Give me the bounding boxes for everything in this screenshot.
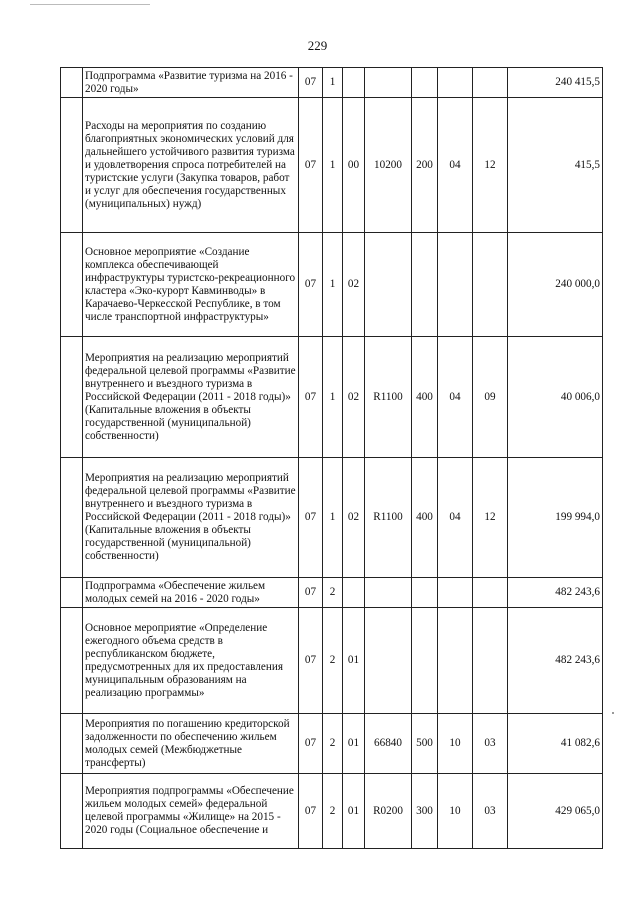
code-cell: 2 bbox=[323, 578, 343, 608]
code-cell: 01 bbox=[343, 608, 365, 714]
code-cell bbox=[365, 578, 412, 608]
code-cell: 10 bbox=[438, 774, 473, 849]
code-cell: 00 bbox=[343, 98, 365, 233]
code-cell bbox=[473, 233, 508, 337]
code-cell bbox=[473, 578, 508, 608]
code-cell: 1 bbox=[323, 68, 343, 98]
code-cell bbox=[438, 68, 473, 98]
code-cell: 200 bbox=[412, 98, 438, 233]
table-row bbox=[61, 233, 603, 337]
code-cell bbox=[365, 233, 412, 337]
code-cell: 07 bbox=[299, 458, 323, 578]
table-body bbox=[61, 68, 603, 849]
scan-edge-mark bbox=[30, 0, 150, 5]
index-cell bbox=[61, 578, 83, 608]
index-cell bbox=[61, 337, 83, 458]
code-cell: 2 bbox=[323, 714, 343, 774]
amount-cell: 482 243,6 bbox=[508, 578, 603, 608]
table-row bbox=[61, 714, 603, 774]
code-cell: 07 bbox=[299, 68, 323, 98]
code-cell bbox=[412, 68, 438, 98]
code-cell: 10200 bbox=[365, 98, 412, 233]
code-cell: 500 bbox=[412, 714, 438, 774]
description-cell: Мероприятия по погашению кредиторской задолженности по обеспечению жильем молодых семей (Межбюджетные трансферты) bbox=[83, 714, 299, 774]
code-cell: 07 bbox=[299, 98, 323, 233]
index-cell bbox=[61, 714, 83, 774]
code-cell: 07 bbox=[299, 608, 323, 714]
code-cell: 03 bbox=[473, 774, 508, 849]
description-cell: Мероприятия на реализацию мероприятий федеральной целевой программы «Развитие внутреннего и въездного туризма в Российской Федерации (2011 - 2018 годы)» (Капитальные вложения в объекты государственной (муниципальной) собственности) bbox=[83, 458, 299, 578]
code-cell: 12 bbox=[473, 458, 508, 578]
table-row bbox=[61, 98, 603, 233]
amount-cell: 41 082,6 bbox=[508, 714, 603, 774]
amount-cell: 40 006,0 bbox=[508, 337, 603, 458]
description-cell: Подпрограмма «Обеспечение жильем молодых семей на 2016 - 2020 годы» bbox=[83, 578, 299, 608]
code-cell bbox=[438, 608, 473, 714]
code-cell: 10 bbox=[438, 714, 473, 774]
code-cell: 1 bbox=[323, 233, 343, 337]
code-cell: R1100 bbox=[365, 337, 412, 458]
description-cell: Мероприятия подпрограммы «Обеспечение жильем молодых семей» федеральной целевой программы «Жилище» на 2015 - 2020 годы (Социальное обеспечение и bbox=[83, 774, 299, 849]
code-cell: 01 bbox=[343, 714, 365, 774]
amount-cell: 415,5 bbox=[508, 98, 603, 233]
description-cell: Подпрограмма «Развитие туризма на 2016 - 2020 годы» bbox=[83, 68, 299, 98]
code-cell: 2 bbox=[323, 774, 343, 849]
description-cell: Расходы на мероприятия по созданию благоприятных экономических условий для дальнейшего устойчивого развития туризма и удовлетворения спроса потребителей на туристские услуги (Закупка товаров, работ и услуг для обеспечения государственных (муниципальных) нужд) bbox=[83, 98, 299, 233]
code-cell: 1 bbox=[323, 458, 343, 578]
index-cell bbox=[61, 608, 83, 714]
amount-cell: 482 243,6 bbox=[508, 608, 603, 714]
table-row bbox=[61, 774, 603, 849]
code-cell: 01 bbox=[343, 774, 365, 849]
code-cell: 04 bbox=[438, 458, 473, 578]
code-cell: 07 bbox=[299, 774, 323, 849]
table-row bbox=[61, 68, 603, 98]
table-row bbox=[61, 578, 603, 608]
index-cell bbox=[61, 774, 83, 849]
code-cell: R0200 bbox=[365, 774, 412, 849]
table-row bbox=[61, 458, 603, 578]
description-cell: Мероприятия на реализацию мероприятий федеральной целевой программы «Развитие внутреннего и въездного туризма в Российской Федерации (2011 - 2018 годы)» (Капитальные вложения в объекты государственной (муниципальной) собственности) bbox=[83, 337, 299, 458]
code-cell: 12 bbox=[473, 98, 508, 233]
index-cell bbox=[61, 233, 83, 337]
code-cell: 2 bbox=[323, 608, 343, 714]
code-cell bbox=[412, 578, 438, 608]
amount-cell: 429 065,0 bbox=[508, 774, 603, 849]
code-cell: 09 bbox=[473, 337, 508, 458]
code-cell bbox=[473, 608, 508, 714]
code-cell: 66840 bbox=[365, 714, 412, 774]
code-cell: 400 bbox=[412, 458, 438, 578]
code-cell bbox=[343, 68, 365, 98]
code-cell bbox=[438, 578, 473, 608]
code-cell bbox=[343, 578, 365, 608]
code-cell: 04 bbox=[438, 337, 473, 458]
code-cell: 1 bbox=[323, 98, 343, 233]
code-cell: 1 bbox=[323, 337, 343, 458]
code-cell: 300 bbox=[412, 774, 438, 849]
code-cell bbox=[365, 68, 412, 98]
code-cell: R1100 bbox=[365, 458, 412, 578]
code-cell: 07 bbox=[299, 578, 323, 608]
code-cell: 07 bbox=[299, 337, 323, 458]
code-cell: 04 bbox=[438, 98, 473, 233]
amount-cell: 240 415,5 bbox=[508, 68, 603, 98]
budget-table bbox=[60, 67, 603, 849]
code-cell bbox=[412, 233, 438, 337]
code-cell: 02 bbox=[343, 458, 365, 578]
code-cell: 07 bbox=[299, 714, 323, 774]
description-cell: Основное мероприятие «Определение ежегодного объема средств в республиканском бюджете, предусмотренных для их предоставления муниципальным образованиям на реализацию программы» bbox=[83, 608, 299, 714]
index-cell bbox=[61, 68, 83, 98]
amount-cell: 199 994,0 bbox=[508, 458, 603, 578]
table-row bbox=[61, 608, 603, 714]
index-cell bbox=[61, 98, 83, 233]
code-cell: 02 bbox=[343, 233, 365, 337]
code-cell bbox=[438, 233, 473, 337]
description-cell: Основное мероприятие «Создание комплекса обеспечивающей инфраструктуры туристско-рекреационного кластера «Эко-курорт Кавминводы» в Карачаево-Черкесской Республике, в том числе транспортной инфраструктуры» bbox=[83, 233, 299, 337]
code-cell: 07 bbox=[299, 233, 323, 337]
scan-speck bbox=[612, 712, 614, 714]
table-row bbox=[61, 337, 603, 458]
page-number: 229 bbox=[307, 38, 328, 53]
code-cell bbox=[365, 608, 412, 714]
code-cell: 03 bbox=[473, 714, 508, 774]
code-cell bbox=[473, 68, 508, 98]
code-cell bbox=[412, 608, 438, 714]
index-cell bbox=[61, 458, 83, 578]
amount-cell: 240 000,0 bbox=[508, 233, 603, 337]
code-cell: 02 bbox=[343, 337, 365, 458]
code-cell: 400 bbox=[412, 337, 438, 458]
